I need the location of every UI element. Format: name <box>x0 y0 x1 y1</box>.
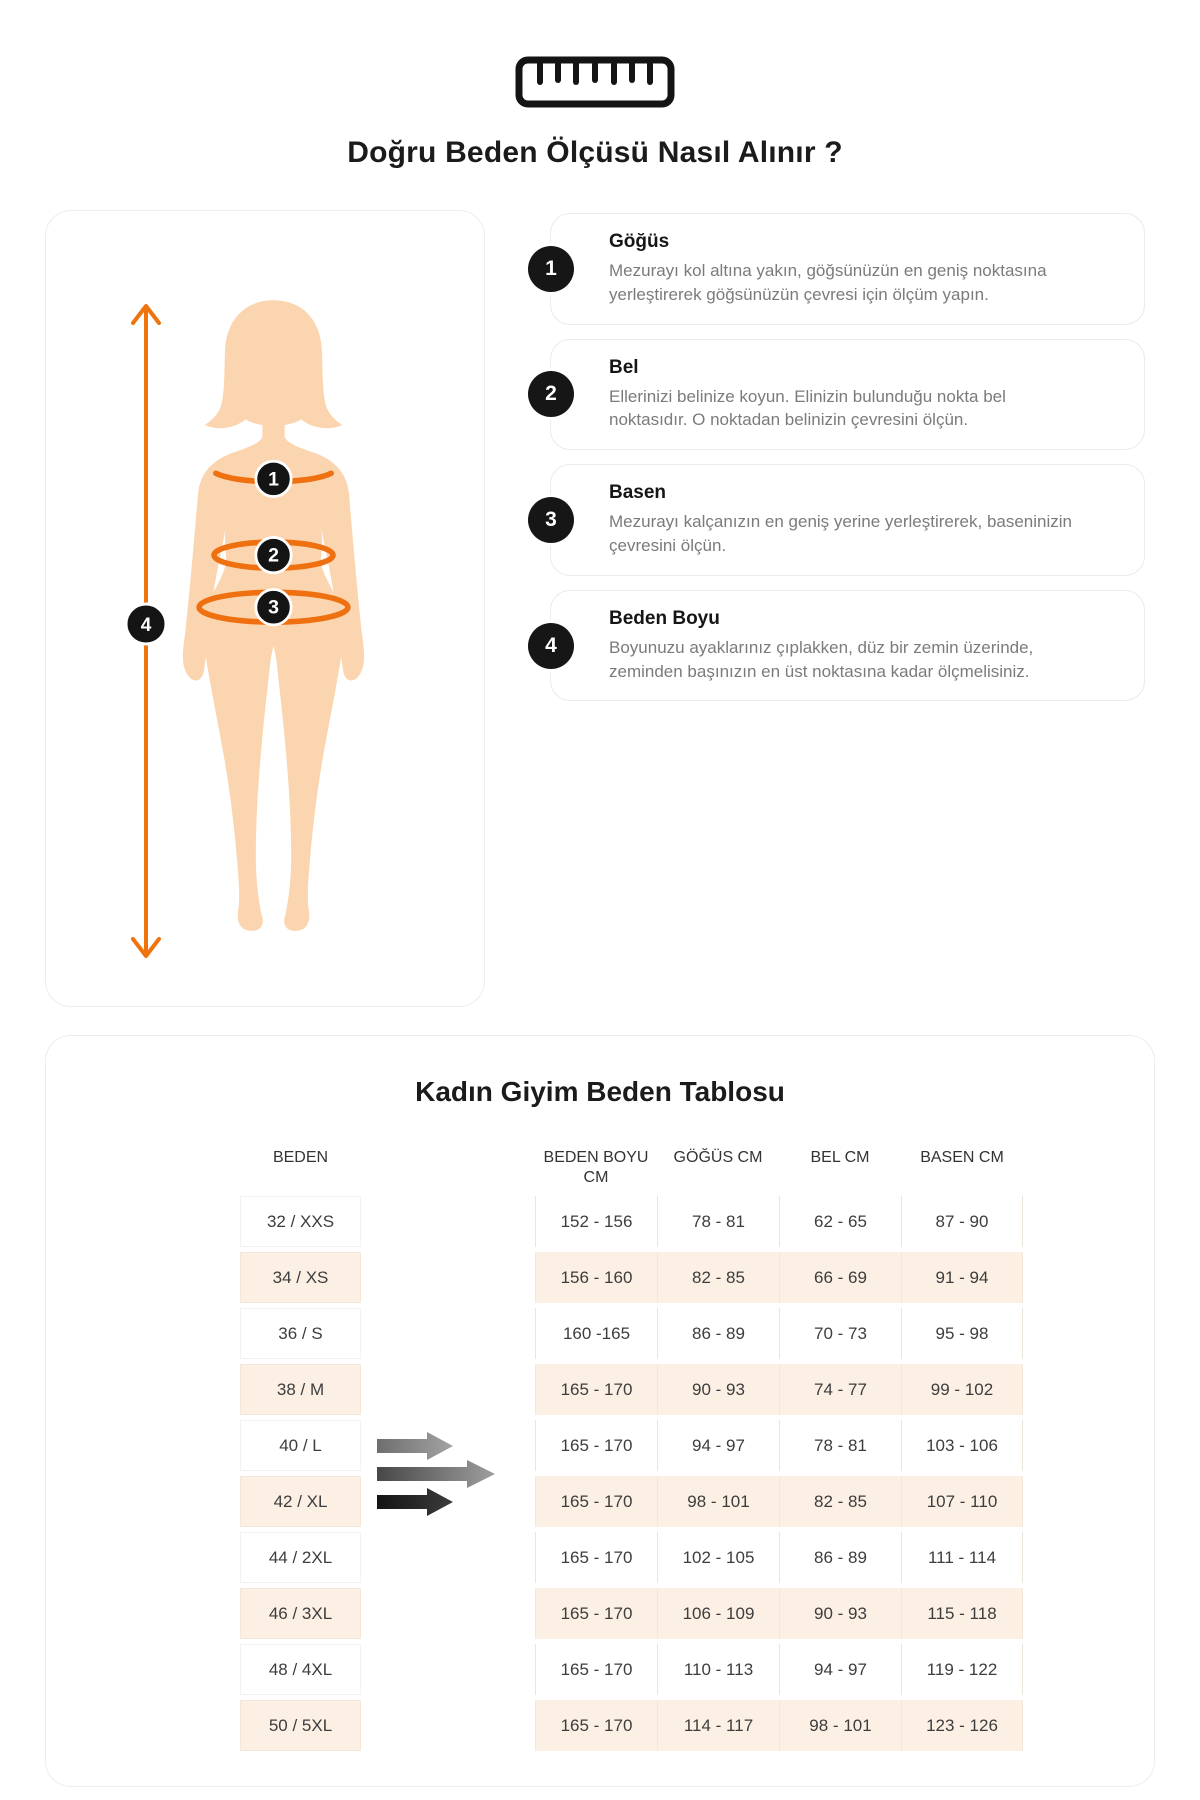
step-description: Mezurayı kol altına yakın, göğsünüzün en geniş noktasına yerleştirerek göğsünüzün çevresi için ölçüm yapın. <box>609 261 1047 304</box>
step-description: Mezurayı kalçanızın en geniş yerine yerleştirerek, baseninizin çevresini ölçün. <box>609 512 1073 555</box>
cell-basen: 107 - 110 <box>901 1476 1023 1527</box>
row-spacer <box>361 1588 535 1639</box>
row-spacer <box>361 1196 535 1247</box>
size-table <box>240 1148 1023 1756</box>
table-row <box>240 1196 1023 1247</box>
cell-bel: 70 - 73 <box>779 1308 901 1359</box>
cell-beden-boyu: 165 - 170 <box>535 1588 657 1639</box>
size-table-panel <box>45 1035 1155 1787</box>
cell-beden-boyu: 165 - 170 <box>535 1476 657 1527</box>
cell-gogus: 78 - 81 <box>657 1196 779 1247</box>
size-table-title: Kadın Giyim Beden Tablosu <box>415 1076 785 1107</box>
step-card-beden-boyu <box>545 590 1145 702</box>
step-title: Beden Boyu <box>609 607 720 629</box>
cell-beden-boyu: 152 - 156 <box>535 1196 657 1247</box>
table-row <box>240 1364 1023 1415</box>
step-badge: 3 <box>528 497 574 543</box>
column-header-basen: BASEN CM <box>920 1149 1004 1166</box>
table-row <box>240 1308 1023 1359</box>
cell-basen: 95 - 98 <box>901 1308 1023 1359</box>
cell-beden-boyu: 165 - 170 <box>535 1364 657 1415</box>
column-header-line2: CM <box>583 1169 609 1186</box>
page-title: Doğru Beden Ölçüsü Nasıl Alınır ? <box>347 136 843 169</box>
cell-bel: 62 - 65 <box>779 1196 901 1247</box>
cell-beden-boyu: 165 - 170 <box>535 1532 657 1583</box>
diagram-badge-hip-number: 3 <box>268 596 279 619</box>
cell-gogus: 90 - 93 <box>657 1364 779 1415</box>
cell-basen: 115 - 118 <box>901 1588 1023 1639</box>
cell-beden-boyu: 165 - 170 <box>535 1644 657 1695</box>
step-badge: 2 <box>528 371 574 417</box>
column-header-line1: BEDEN BOYU <box>543 1149 649 1166</box>
cell-bel: 98 - 101 <box>779 1700 901 1751</box>
column-header-beden: BEDEN <box>272 1149 329 1166</box>
step-title: Bel <box>609 356 639 378</box>
column-header-gogus: GÖĞÜS CM <box>673 1149 763 1166</box>
cell-basen: 119 - 122 <box>901 1644 1023 1695</box>
row-spacer <box>361 1252 535 1303</box>
cell-beden: 50 / 5XL <box>240 1700 361 1751</box>
table-row <box>240 1252 1023 1303</box>
cell-basen: 111 - 114 <box>901 1532 1023 1583</box>
row-spacer <box>361 1644 535 1695</box>
cell-bel: 90 - 93 <box>779 1588 901 1639</box>
step-card-gogus <box>545 213 1145 325</box>
cell-beden: 32 / XXS <box>240 1196 361 1247</box>
step-description: Boyunuzu ayaklarınız çıplakken, düz bir zemin üzerinde, zeminden başınızın en üst noktasına kadar ölçmelisiniz. <box>609 637 1034 681</box>
cell-gogus: 86 - 89 <box>657 1308 779 1359</box>
row-spacer <box>361 1364 535 1415</box>
diagram-badge-height-number: 4 <box>140 615 152 636</box>
table-row <box>240 1588 1023 1639</box>
cell-beden-boyu: 160 -165 <box>535 1308 657 1359</box>
body-diagram-panel <box>45 210 485 1007</box>
step-description: Ellerinizi belinize koyun. Elinizin bulunduğu nokta bel noktasıdır. O noktadan belinizin çevresini ölçün. <box>609 386 1006 430</box>
cell-beden-boyu: 156 - 160 <box>535 1252 657 1303</box>
cell-basen: 87 - 90 <box>901 1196 1023 1247</box>
cell-gogus: 82 - 85 <box>657 1252 779 1303</box>
cell-beden: 40 / L <box>240 1420 361 1471</box>
cell-beden: 34 / XS <box>240 1252 361 1303</box>
diagram-badge-waist-number: 2 <box>268 544 279 567</box>
cell-bel: 66 - 69 <box>779 1252 901 1303</box>
step-badge: 4 <box>528 623 574 669</box>
table-row <box>240 1476 1023 1527</box>
cell-gogus: 110 - 113 <box>657 1644 779 1695</box>
step-title: Basen <box>609 482 667 504</box>
cell-gogus: 94 - 97 <box>657 1420 779 1471</box>
column-header-beden-boyu <box>535 1148 657 1188</box>
cell-basen: 123 - 126 <box>901 1700 1023 1751</box>
step-badge: 1 <box>528 246 574 292</box>
step-title: Göğüs <box>609 231 670 252</box>
column-header-bel: BEL CM <box>810 1149 870 1166</box>
size-table-header <box>240 1148 1023 1188</box>
step-card-basen <box>545 464 1145 576</box>
row-spacer <box>361 1308 535 1359</box>
table-row <box>240 1532 1023 1583</box>
cell-beden: 46 / 3XL <box>240 1588 361 1639</box>
cell-basen: 91 - 94 <box>901 1252 1023 1303</box>
cell-beden-boyu: 165 - 170 <box>535 1420 657 1471</box>
row-spacer <box>361 1700 535 1751</box>
cell-basen: 99 - 102 <box>901 1364 1023 1415</box>
cell-bel: 78 - 81 <box>779 1420 901 1471</box>
cell-beden: 42 / XL <box>240 1476 361 1527</box>
cell-bel: 74 - 77 <box>779 1364 901 1415</box>
table-row <box>240 1420 1023 1471</box>
cell-beden: 48 / 4XL <box>240 1644 361 1695</box>
cell-basen: 103 - 106 <box>901 1420 1023 1471</box>
cell-bel: 94 - 97 <box>779 1644 901 1695</box>
cell-beden: 44 / 2XL <box>240 1532 361 1583</box>
cell-bel: 86 - 89 <box>779 1532 901 1583</box>
size-highlight-arrows-icon <box>371 1429 506 1521</box>
cell-gogus: 98 - 101 <box>657 1476 779 1527</box>
ruler-icon <box>0 56 1190 108</box>
table-row <box>240 1700 1023 1751</box>
cell-bel: 82 - 85 <box>779 1476 901 1527</box>
cell-beden: 38 / M <box>240 1364 361 1415</box>
diagram-badge-chest-number: 1 <box>268 468 279 491</box>
cell-gogus: 114 - 117 <box>657 1700 779 1751</box>
cell-beden: 36 / S <box>240 1308 361 1359</box>
table-row <box>240 1644 1023 1695</box>
measurement-steps <box>545 213 1145 701</box>
header-spacer <box>361 1148 535 1188</box>
cell-gogus: 102 - 105 <box>657 1532 779 1583</box>
cell-beden-boyu: 165 - 170 <box>535 1700 657 1751</box>
row-spacer <box>361 1532 535 1583</box>
cell-gogus: 106 - 109 <box>657 1588 779 1639</box>
step-card-bel <box>545 339 1145 451</box>
